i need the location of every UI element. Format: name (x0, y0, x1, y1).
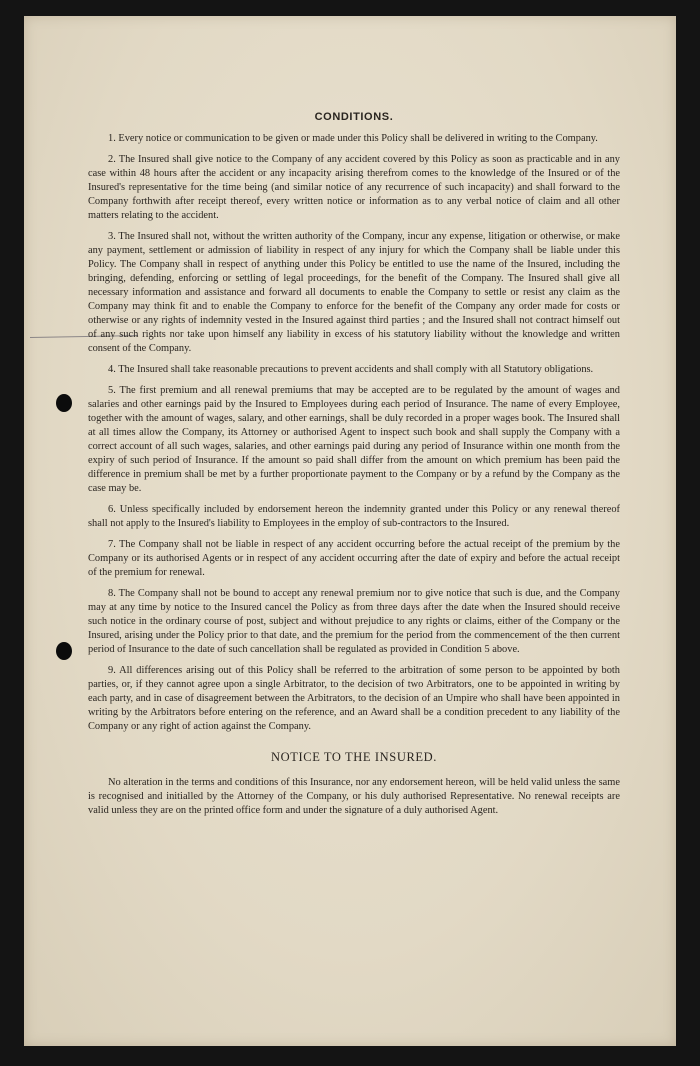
condition-4: 4. The Insured shall take reasonable precautions to prevent accidents and shall comply with all Statutory obligations. (108, 364, 594, 375)
document-body (88, 110, 620, 818)
notice-body: No alteration in the terms and conditions of this Insurance, nor any endorsement hereon, will be held valid unless the same is recognised and initialled by the Attorney of the Company, or his duly authorised Representative. No renewal receipts are valid unless they are on the printed office form and under the signature of a duly authorised Agent. (88, 777, 620, 816)
condition-8: 8. The Company shall not be bound to accept any renewal premium nor to give notice that such is due, and the Company may at any time by notice to the Insured cancel the Policy as from three days after the date when the Insured should receive such notice in the ordinary course of post, subject and without prejudice to any rights or claims, either of the Company or the Insured, arising under the Policy prior to that date, and the premium for the period from the commencement of the then current period of Insurance to the date of such cancellation shall be regulated as provided in Condition 5 above. (88, 588, 620, 655)
punch-hole-upper (56, 394, 72, 412)
condition-1: 1. Every notice or communication to be given or made under this Policy shall be delivered in writing to the Company. (108, 133, 598, 144)
punch-hole-lower (56, 642, 72, 660)
condition-6: 6. Unless specifically included by endorsement hereon the indemnity granted under this Policy or any renewal thereof shall not apply to the Insured's liability to Employees in the employ of sub-contractors to the Insured. (88, 504, 620, 529)
condition-3: 3. The Insured shall not, without the written authority of the Company, incur any expense, litigation or otherwise, or make any payment, settlement or admission of liability in respect of any injury for which the Company shall be liable under this Policy. The Company shall in respect of anything under this Policy be entitled to use the name of the Insured, including the bringing, defending, enforcing or settling of legal proceedings, for the benefit of the Company. The Insured shall give all necessary information and assistance and forward all documents to enable the Company to settle or resist any claim as the Company may think fit and to enable the Company to enforce for the benefit of the Company any order made for costs or otherwise or any rights of indemnity vested in the Insured against third parties ; and the Insured shall not contract himself out of any such rights nor take upon himself any liability in excess of his statutory liability without the knowledge and written consent of the Company. (88, 231, 620, 354)
notice-heading: NOTICE TO THE INSURED. (271, 750, 437, 764)
condition-5: 5. The first premium and all renewal premiums that may be accepted are to be regulated by the amount of wages and salaries and other earnings paid by the Insured to Employees during each period of Insurance. The name of every Employee, together with the amount of wages, salary, and other earnings, shall be duly recorded in a proper wages book. The Insured shall at all times allow the Company, its Attorney or authorised Agent to inspect such book and shall supply the Company with a correct account of all such wages, salaries, and other earnings paid during any period of Insurance within one month from the expiry of such period of Insurance. If the amount so paid shall differ from the amount on which premium has been paid the difference in premium shall be met by a further proportionate payment to the Company or by a refund by the Company as the case may be. (88, 385, 620, 494)
condition-2: 2. The Insured shall give notice to the Company of any accident covered by this Policy as soon as practicable and in any case within 48 hours after the accident or any incapacity arising therefrom comes to the knowledge of the Insured or of the Insured's representative for the time being (and similar notice of any recurrence of such incapacity) and shall forward to the Company forthwith after receipt thereof, every written notice or information as to any verbal notice of claim and all other matters relating to the accident. (88, 154, 620, 221)
condition-7: 7. The Company shall not be liable in respect of any accident occurring before the actual receipt of the premium by the Company or its authorised Agents or in respect of any accident occurring after the date of expiry and before the actual receipt of the premium for renewal. (88, 539, 620, 578)
document-page (24, 16, 676, 1046)
condition-9: 9. All differences arising out of this Policy shall be referred to the arbitration of some person to be appointed by both parties, or, if they cannot agree upon a single Arbitrator, to the decision of two Arbitrators, one to be appointed in writing by each party, and in case of disagreement between the Arbitrators, to the decision of an Umpire who shall have been appointed in writing by the Arbitrators before entering on the reference, and an Award shall be a condition precedent to any liability of the Company or any right of action against the Company. (88, 665, 620, 732)
conditions-heading: CONDITIONS. (314, 111, 394, 123)
